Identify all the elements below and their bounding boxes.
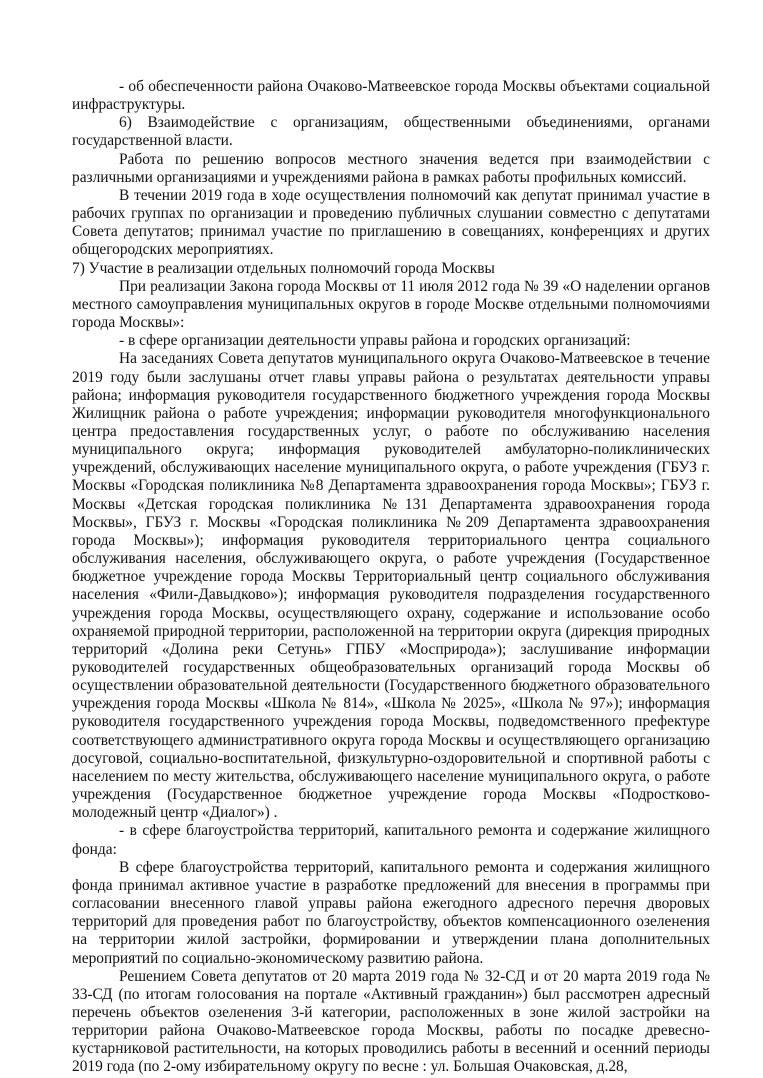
paragraph-administration-subheading: - в сфере организации деятельности управы района и городских организаций: <box>119 332 631 350</box>
paragraph-cooperation: Работа по решению вопросов местного значения ведется при взаимодействии с различными организациями и учреждениями района в рамках работы профильных комиссий. <box>72 150 710 186</box>
paragraph-section-6-heading: 6) Взаимодействие с организациям, общественными объединениями, органами государственной власти. <box>72 114 710 150</box>
paragraph-council-decision: Решением Совета депутатов от 20 марта 2019 года № 32-СД и от 20 марта 2019 года № 33-СД (по итогам голосования на портале «Активный гражданин») был рассмотрен адресный перечень объектов озеленения 3-й категории, расположенных в зоне жилой застройки на территории района Очаково-Матвеевское города Москвы, работы по посадке древесно-кустарниковой растительности, на которых проводились работы в весенний и осенний периоды 2019 года (по 2-ому избирательному округу по весне : ул. Большая Очаковская, д.28, <box>72 967 710 1076</box>
paragraph-working-groups: В течении 2019 года в ходе осуществления полномочий как депутат принимал участие в рабочих группах по организации и проведению публичных слушании совместно с депутатами Совета депутатов; принимал участие по приглашению в совещаниях, конференциях и других общегородских мероприятиях. <box>72 186 710 259</box>
paragraph-section-7-heading: 7) Участие в реализации отдельных полномочий города Москвы <box>72 259 495 277</box>
paragraph-council-hearings: На заседаниях Совета депутатов муниципального округа Очаково-Матвеевское в течение 2019 году были заслушаны отчет главы управы района о результатах деятельности управы района; информация руководителя государственного бюджетного учреждения города Москвы Жилищник района о работе учреждения; информации руководителя многофункционального центра предоставления государственных услуг, о работе по обслуживанию населения муниципального округа; информация руководителей амбулаторно-поликлинических учреждений, обслуживающих население муниципального округа, о работе учреждения (ГБУЗ г. Москвы «Городская поликлиника №8 Департамента здравоохранения города Москвы»; ГБУЗ г. Москвы «Детская городская поликлиника №131 Департамента здравоохранения города Москвы», ГБУЗ г. Москвы «Городская поликлиника №209 Департамента здравоохранения города Москвы»); информация руководителя территориального центра социального обслуживания населения, обслуживающего округа, о работе учреждения (Государственное бюджетное учреждение города Москвы Территориальный центр социального обслуживания населения «Фили-Давыдково»); информация руководителя подразделения государственного учреждения города Москвы, осуществляющего охрану, содержание и использование особо охраняемой природной территории, расположенной на территории округа (дирекция природных территорий «Долина реки Сетунь» ГПБУ «Мосприрода»); заслушивание информации руководителей государственных общеобразовательных организаций города Москвы об осуществлении образовательной деятельности (Государственного бюджетного образовательного учреждения города Москвы «Школа № 814», «Школа № 2025», «Школа № 97»); информация руководителя государственного учреждения города Москвы, подведомственного префектуре соответствующего административного округа города Москвы и осуществляющего организацию досуговой, социально-воспитательной, физкультурно-оздоровительной и спортивной работы с населением по месту жительства, обслуживающего население муниципального округа, о работе учреждения (Государственное бюджетное учреждение города Москвы «Подростково-молодежный центр «Диалог») . <box>72 350 710 822</box>
paragraph-landscaping: В сфере благоустройства территорий, капитального ремонта и содержания жилищного фонда принимал активное участие в разработке предложений для внесения в программы при согласовании внесенного главой управы района ежегодного адресного перечня дворовых территорий для проведения работ по благоустройству, объектов компенсационного озеленения на территории жилой застройки, формировании и утверждении плана дополнительных мероприятий по социально-экономическому развитию района. <box>72 858 710 967</box>
document-body <box>72 78 710 1077</box>
paragraph-moscow-law: При реализации Закона города Москвы от 11 июля 2012 года № 39 «О наделении органов местного самоуправления муниципальных округов в городе Москве отдельными полномочиями города Москвы»: <box>72 277 710 332</box>
paragraph-infrastructure: - об обеспеченности района Очаково-Матвеевское города Москвы объектами социальной инфраструктуры. <box>72 78 710 114</box>
paragraph-landscaping-subheading: - в сфере благоустройства территорий, капитального ремонта и содержание жилищного фонда: <box>72 822 710 858</box>
